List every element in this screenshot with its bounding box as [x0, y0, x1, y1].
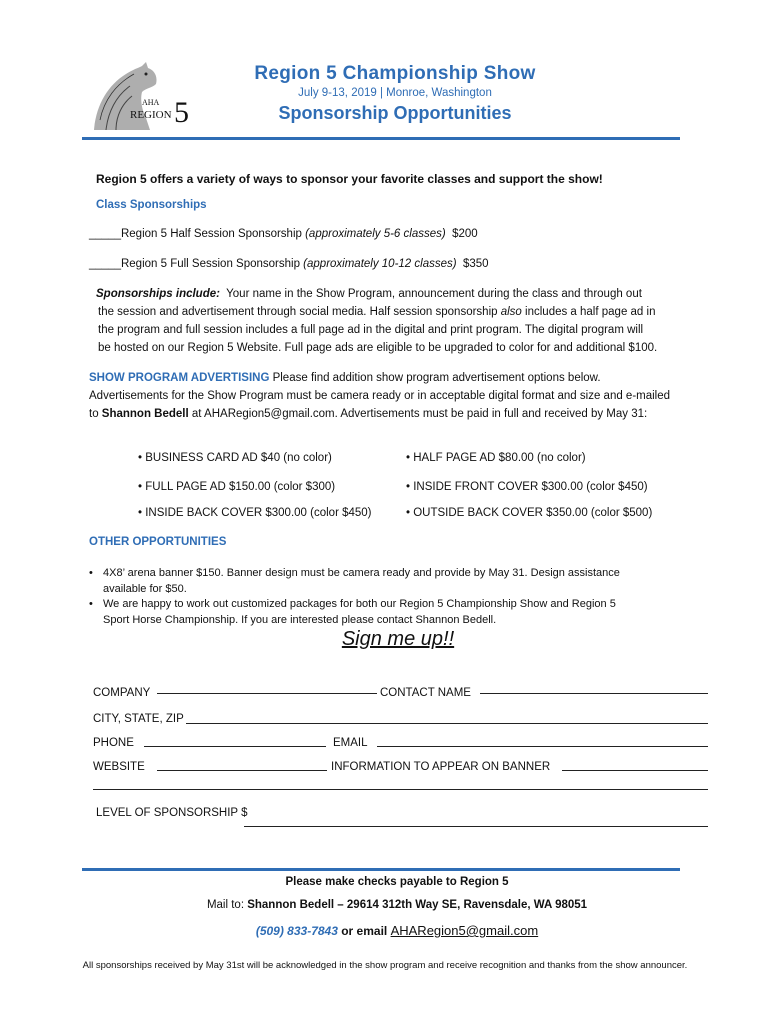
aha-region-5-logo	[86, 60, 198, 134]
checks-payable-text: Please make checks payable to Region 5	[285, 876, 509, 888]
half-session-detail: (approximately 5-6 classes)	[305, 228, 446, 240]
other-item1-line1: 4X8’ arena banner $150. Banner design must be camera ready and provide by May 31. Design assistance	[103, 567, 620, 579]
list-item: • 4X8’ arena banner $150. Banner design must be camera ready and provide by May 31. Design assistance available for $50.	[89, 566, 689, 597]
includes-line2a: the session and advertisement through social media. Half session sponsorship	[98, 306, 501, 318]
city-state-zip-field[interactable]	[186, 723, 708, 724]
contact-line	[82, 923, 712, 938]
half-session-price: $200	[452, 228, 478, 240]
logo-region-text: REGION	[130, 109, 172, 121]
advertising-heading: SHOW PROGRAM ADVERTISING	[89, 372, 270, 384]
other-opportunities-list	[89, 566, 689, 628]
full-session-price: $350	[462, 258, 489, 270]
ad-option-text: INSIDE FRONT COVER $300.00 (color $450)	[413, 481, 648, 493]
phone-label: PHONE	[93, 737, 134, 749]
city-state-zip-label: CITY, STATE, ZIP	[93, 713, 184, 725]
ad-option-text: OUTSIDE BACK COVER $350.00 (color $500)	[413, 507, 653, 519]
ad-option-inside-front: • INSIDE FRONT COVER $300.00 (color $450)	[406, 481, 648, 493]
banner-info-field-line2[interactable]	[93, 789, 708, 790]
includes-line3: the program and full session includes a full page ad in the digital and print program. The digital program will	[98, 324, 644, 336]
company-field[interactable]	[157, 693, 377, 694]
includes-label: Sponsorships include:	[96, 288, 220, 300]
ad-option-half-page: • HALF PAGE AD $80.00 (no color)	[406, 452, 586, 464]
logo-number-text: 5	[174, 96, 189, 129]
footer-divider	[82, 868, 680, 871]
other-item2-line1: We are happy to work out customized packages for both our Region 5 Championship Show and Region 5	[103, 598, 616, 610]
other-item2-line2: Sport Horse Championship. If you are interested please contact Shannon Bedell.	[103, 613, 497, 626]
contact-name-field[interactable]	[480, 693, 708, 694]
ad-option-text: BUSINESS CARD AD $40 (no color)	[145, 452, 332, 464]
ad-option-outside-back: • OUTSIDE BACK COVER $350.00 (color $500)	[406, 507, 653, 519]
ad-option-text: INSIDE BACK COVER $300.00 (color $450)	[145, 507, 372, 519]
advertising-contact-name: Shannon Bedell	[101, 408, 189, 420]
advertising-line3-post: at AHARegion5@gmail.com. Advertisements must be paid in full and received by May 31:	[188, 408, 648, 420]
includes-line2c: includes a half page ad in	[521, 306, 656, 318]
list-item: • We are happy to work out customized packages for both our Region 5 Championship Show and Region 5 Sport Horse Championship. If you are interested please contact Shannon Bedell.	[89, 597, 689, 628]
other-item1-line2: available for $50.	[103, 582, 187, 595]
ad-option-business-card: • BUSINESS CARD AD $40 (no color)	[138, 452, 332, 464]
advertising-paragraph	[89, 369, 699, 423]
website-field[interactable]	[157, 770, 327, 771]
includes-line1: Your name in the Show Program, announcement during the class and through out	[226, 288, 642, 300]
date-location: July 9-13, 2019 | Monroe, Washington	[298, 87, 492, 99]
includes-line4: be hosted on our Region 5 Website. Full page ads are eligible to be upgraded to color for and additional $100.	[98, 342, 658, 354]
ad-option-full-page: • FULL PAGE AD $150.00 (color $300)	[138, 481, 336, 493]
phone-field[interactable]	[144, 746, 326, 747]
email-label: EMAIL	[333, 737, 368, 749]
advertising-line1: Please find addition show program advertisement options below.	[269, 372, 601, 384]
half-session-option	[89, 225, 478, 243]
page-subtitle: Sponsorship Opportunities	[278, 103, 512, 123]
sponsorship-level-label: LEVEL OF SPONSORSHIP $	[96, 807, 248, 819]
page-title: Region 5 Championship Show	[254, 63, 536, 84]
header-divider	[82, 137, 680, 140]
company-label: COMPANY	[93, 687, 151, 699]
mail-address: Shannon Bedell – 29614 312th Way SE, Ravensdale, WA 98051	[247, 899, 588, 911]
includes-line2b: also	[500, 306, 522, 318]
banner-info-field[interactable]	[562, 770, 708, 771]
logo-aha-text: AHA	[142, 98, 160, 107]
website-label: WEBSITE	[93, 761, 145, 773]
contact-email-link[interactable]: AHARegion5@gmail.com	[390, 923, 539, 938]
mail-to-line	[82, 899, 712, 911]
contact-or-email: or email	[337, 924, 391, 938]
full-session-option	[89, 255, 489, 273]
other-opportunities-heading: OTHER OPPORTUNITIES	[89, 536, 227, 548]
sponsorship-level-field[interactable]	[244, 826, 708, 827]
contact-name-label: CONTACT NAME	[380, 687, 471, 699]
advertising-line2: Advertisements for the Show Program must be camera ready or in acceptable digital format and size and e-mailed	[89, 390, 671, 402]
intro-text: Region 5 offers a variety of ways to sponsor your favorite classes and support the show!	[96, 172, 603, 186]
full-session-label: _____Region 5 Full Session Sponsorship	[89, 258, 304, 270]
ad-option-inside-back: • INSIDE BACK COVER $300.00 (color $450)	[138, 507, 372, 519]
sign-up-heading: Sign me up!!	[341, 628, 455, 650]
ad-option-text: HALF PAGE AD $80.00 (no color)	[413, 452, 586, 464]
advertising-line3-pre: to	[89, 408, 102, 420]
mail-to-label: Mail to:	[206, 899, 248, 911]
acknowledgement-note: All sponsorships received by May 31st will be acknowledged in the show program and receive recognition and thanks from the show announcer.	[82, 960, 688, 971]
email-field[interactable]	[377, 746, 708, 747]
full-session-detail: (approximately 10-12 classes)	[303, 258, 457, 270]
half-session-label: _____Region 5 Half Session Sponsorship	[89, 228, 306, 240]
banner-info-label: INFORMATION TO APPEAR ON BANNER	[331, 761, 551, 773]
class-sponsorships-heading: Class Sponsorships	[96, 199, 207, 211]
sponsorships-include-paragraph	[96, 285, 686, 357]
contact-phone: (509) 833-7843	[255, 924, 338, 938]
ad-option-text: FULL PAGE AD $150.00 (color $300)	[145, 481, 336, 493]
